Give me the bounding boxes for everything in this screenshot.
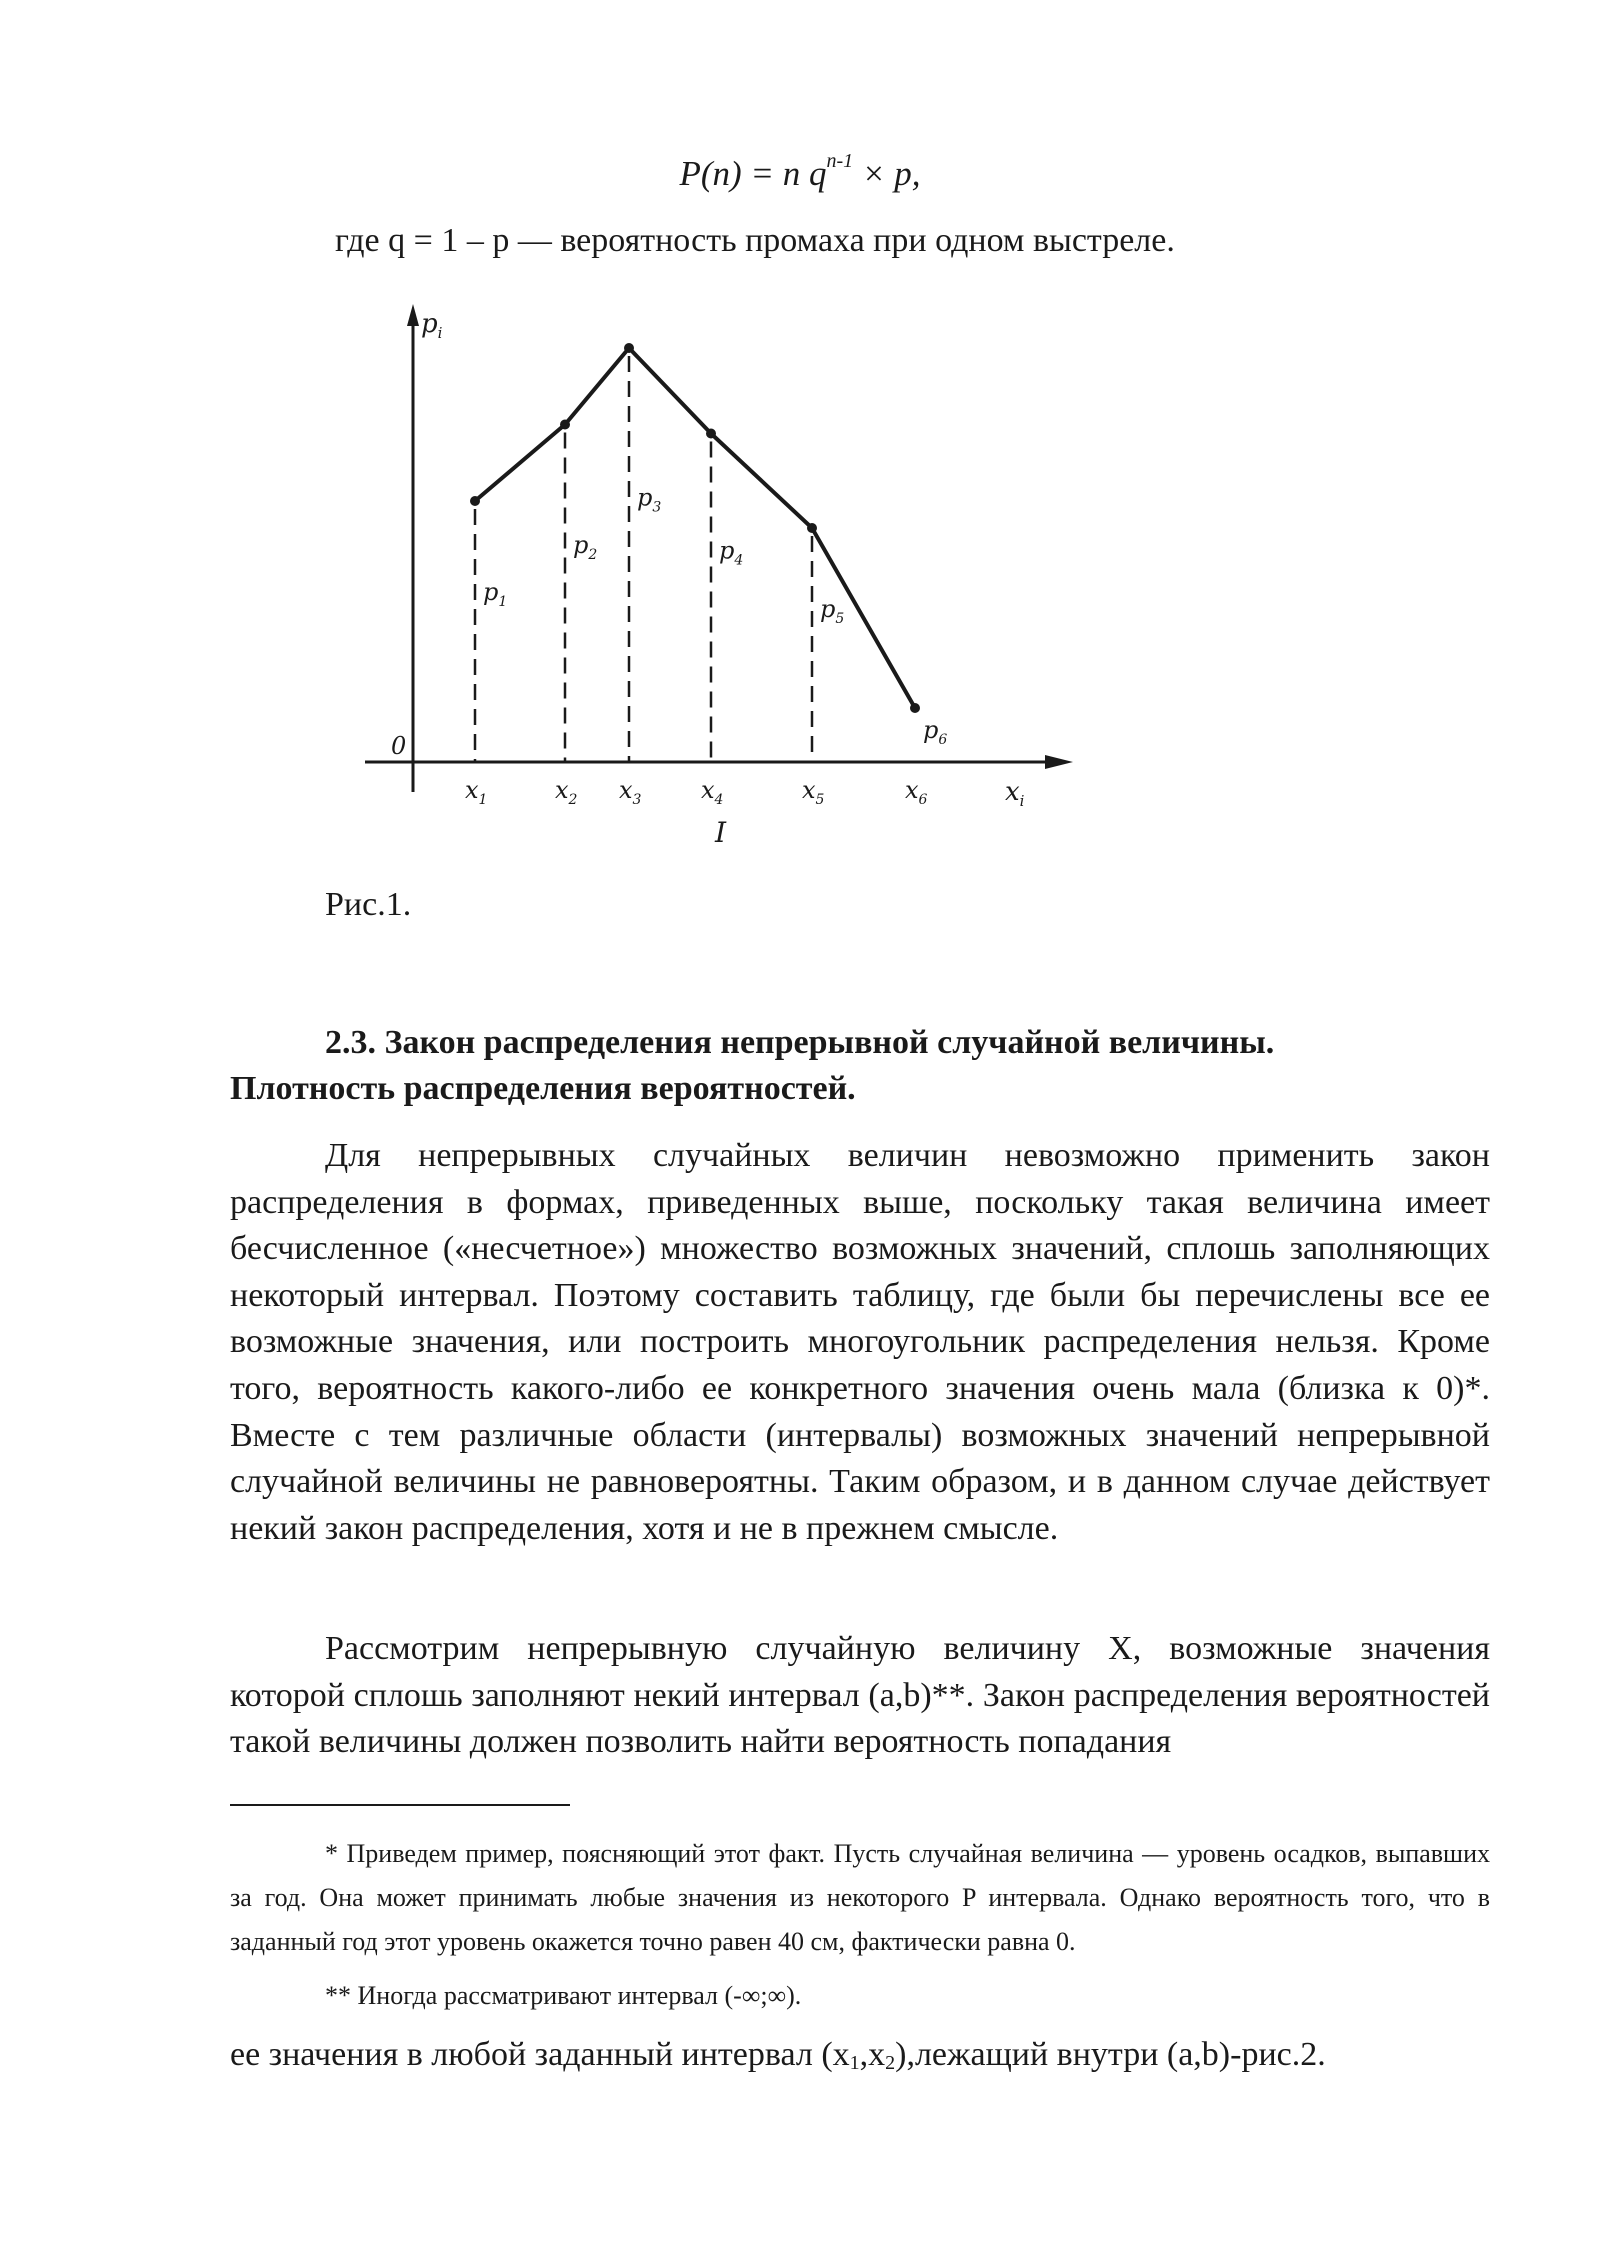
formula-lhs: P(n) = n q bbox=[679, 154, 827, 193]
formula-rhs: × p, bbox=[853, 154, 921, 193]
tick-label-4: $x_4$ bbox=[701, 776, 724, 808]
point-label-1: $p_1$ bbox=[483, 578, 508, 611]
data-point-4 bbox=[706, 429, 716, 439]
point-label-5: $p_5$ bbox=[820, 594, 845, 627]
tick-labels bbox=[465, 776, 928, 808]
section-heading bbox=[230, 1020, 1490, 1112]
paragraph-2: Рассмотрим непрерывную случайную величину X, возможные значения которой сплошь заполняют некий интервал (a,b)**. Закон распределения вероятностей такой величины должен позволить найти вероятность попадания bbox=[230, 1630, 1490, 1761]
data-points bbox=[470, 343, 920, 713]
point-label-2: $p_2$ bbox=[573, 530, 598, 563]
point-label-4: $p_4$ bbox=[719, 536, 744, 569]
paragraph-1: Для непрерывных случайных величин невозможно применить закон распределения в формах, приведенных выше, поскольку такая величина имеет бесчисленное («несчетное») множество возможных значений, сплошь заполняющих некоторый интервал. Поэтому составить таблицу, где были бы перечислены все ее возможные значения, или построить многоугольник распределения нельзя. Кроме того, вероятность какого-либо ее конкретного значения очень мала (близка к 0)*. Вместе с тем различные области (интервалы) возможных значений непрерывной случайной величины не равновероятны. Таким образом, и в данном случае действует некий закон распределения, хотя и не в прежнем смысле. bbox=[230, 1137, 1490, 1547]
x-axis-arrow bbox=[1045, 755, 1073, 769]
tick-label-6: $x_6$ bbox=[905, 776, 928, 808]
point-label-3: $p_3$ bbox=[637, 483, 662, 516]
dashed-lines bbox=[475, 356, 812, 762]
data-point-2 bbox=[560, 420, 570, 430]
where-line: где q = 1 – p — вероятность промаха при одном выстреле. bbox=[335, 222, 1175, 259]
heading-line-2: Плотность распределения вероятностей. bbox=[230, 1070, 856, 1107]
footnote-2: ** Иногда рассматривают интервал (-∞;∞). bbox=[325, 1981, 802, 2010]
figure-caption: Рис.1. bbox=[325, 886, 412, 923]
point-label-6: $p_6$ bbox=[923, 716, 948, 748]
formula bbox=[0, 150, 1600, 194]
continuation-line: ее значения в любой заданный интервал $(x_1,x_2),лежащий$ внутри (a,b)-рис.2. bbox=[230, 2036, 1326, 2074]
tick-label-5: $x_5$ bbox=[802, 776, 825, 808]
figure-number: I bbox=[715, 816, 727, 849]
data-point-5 bbox=[807, 523, 817, 533]
footnote-separator bbox=[230, 1804, 570, 1806]
point-labels bbox=[483, 483, 947, 748]
footnote-1: * Приведем пример, поясняющий этот факт. Пусть случайная величина — уровень осадков, выпавших за год. Она может принимать любые значения из некоторого P интервала. Однако вероятность того, что в заданный год этот уровень окажется точно равен 40 см, фактически равна 0. bbox=[230, 1839, 1490, 1956]
tick-label-1: $x_1$ bbox=[465, 776, 488, 808]
tick-label-2: $x_2$ bbox=[555, 776, 578, 808]
data-point-1 bbox=[470, 496, 480, 506]
data-point-6 bbox=[910, 703, 920, 713]
data-point-3 bbox=[624, 343, 634, 353]
y-axis-label: $p_i$ bbox=[421, 309, 443, 342]
distribution-polygon-figure bbox=[355, 292, 1085, 860]
origin-label: 0 bbox=[391, 732, 407, 760]
distribution-polyline bbox=[475, 348, 915, 708]
heading-line-1: 2.3. Закон распределения непрерывной случайной величины. bbox=[325, 1024, 1275, 1061]
x-axis-label: $x_i$ bbox=[1005, 777, 1025, 810]
formula-exponent: n-1 bbox=[826, 150, 854, 172]
tick-label-3: $x_3$ bbox=[619, 776, 642, 808]
y-axis-arrow bbox=[407, 304, 419, 326]
